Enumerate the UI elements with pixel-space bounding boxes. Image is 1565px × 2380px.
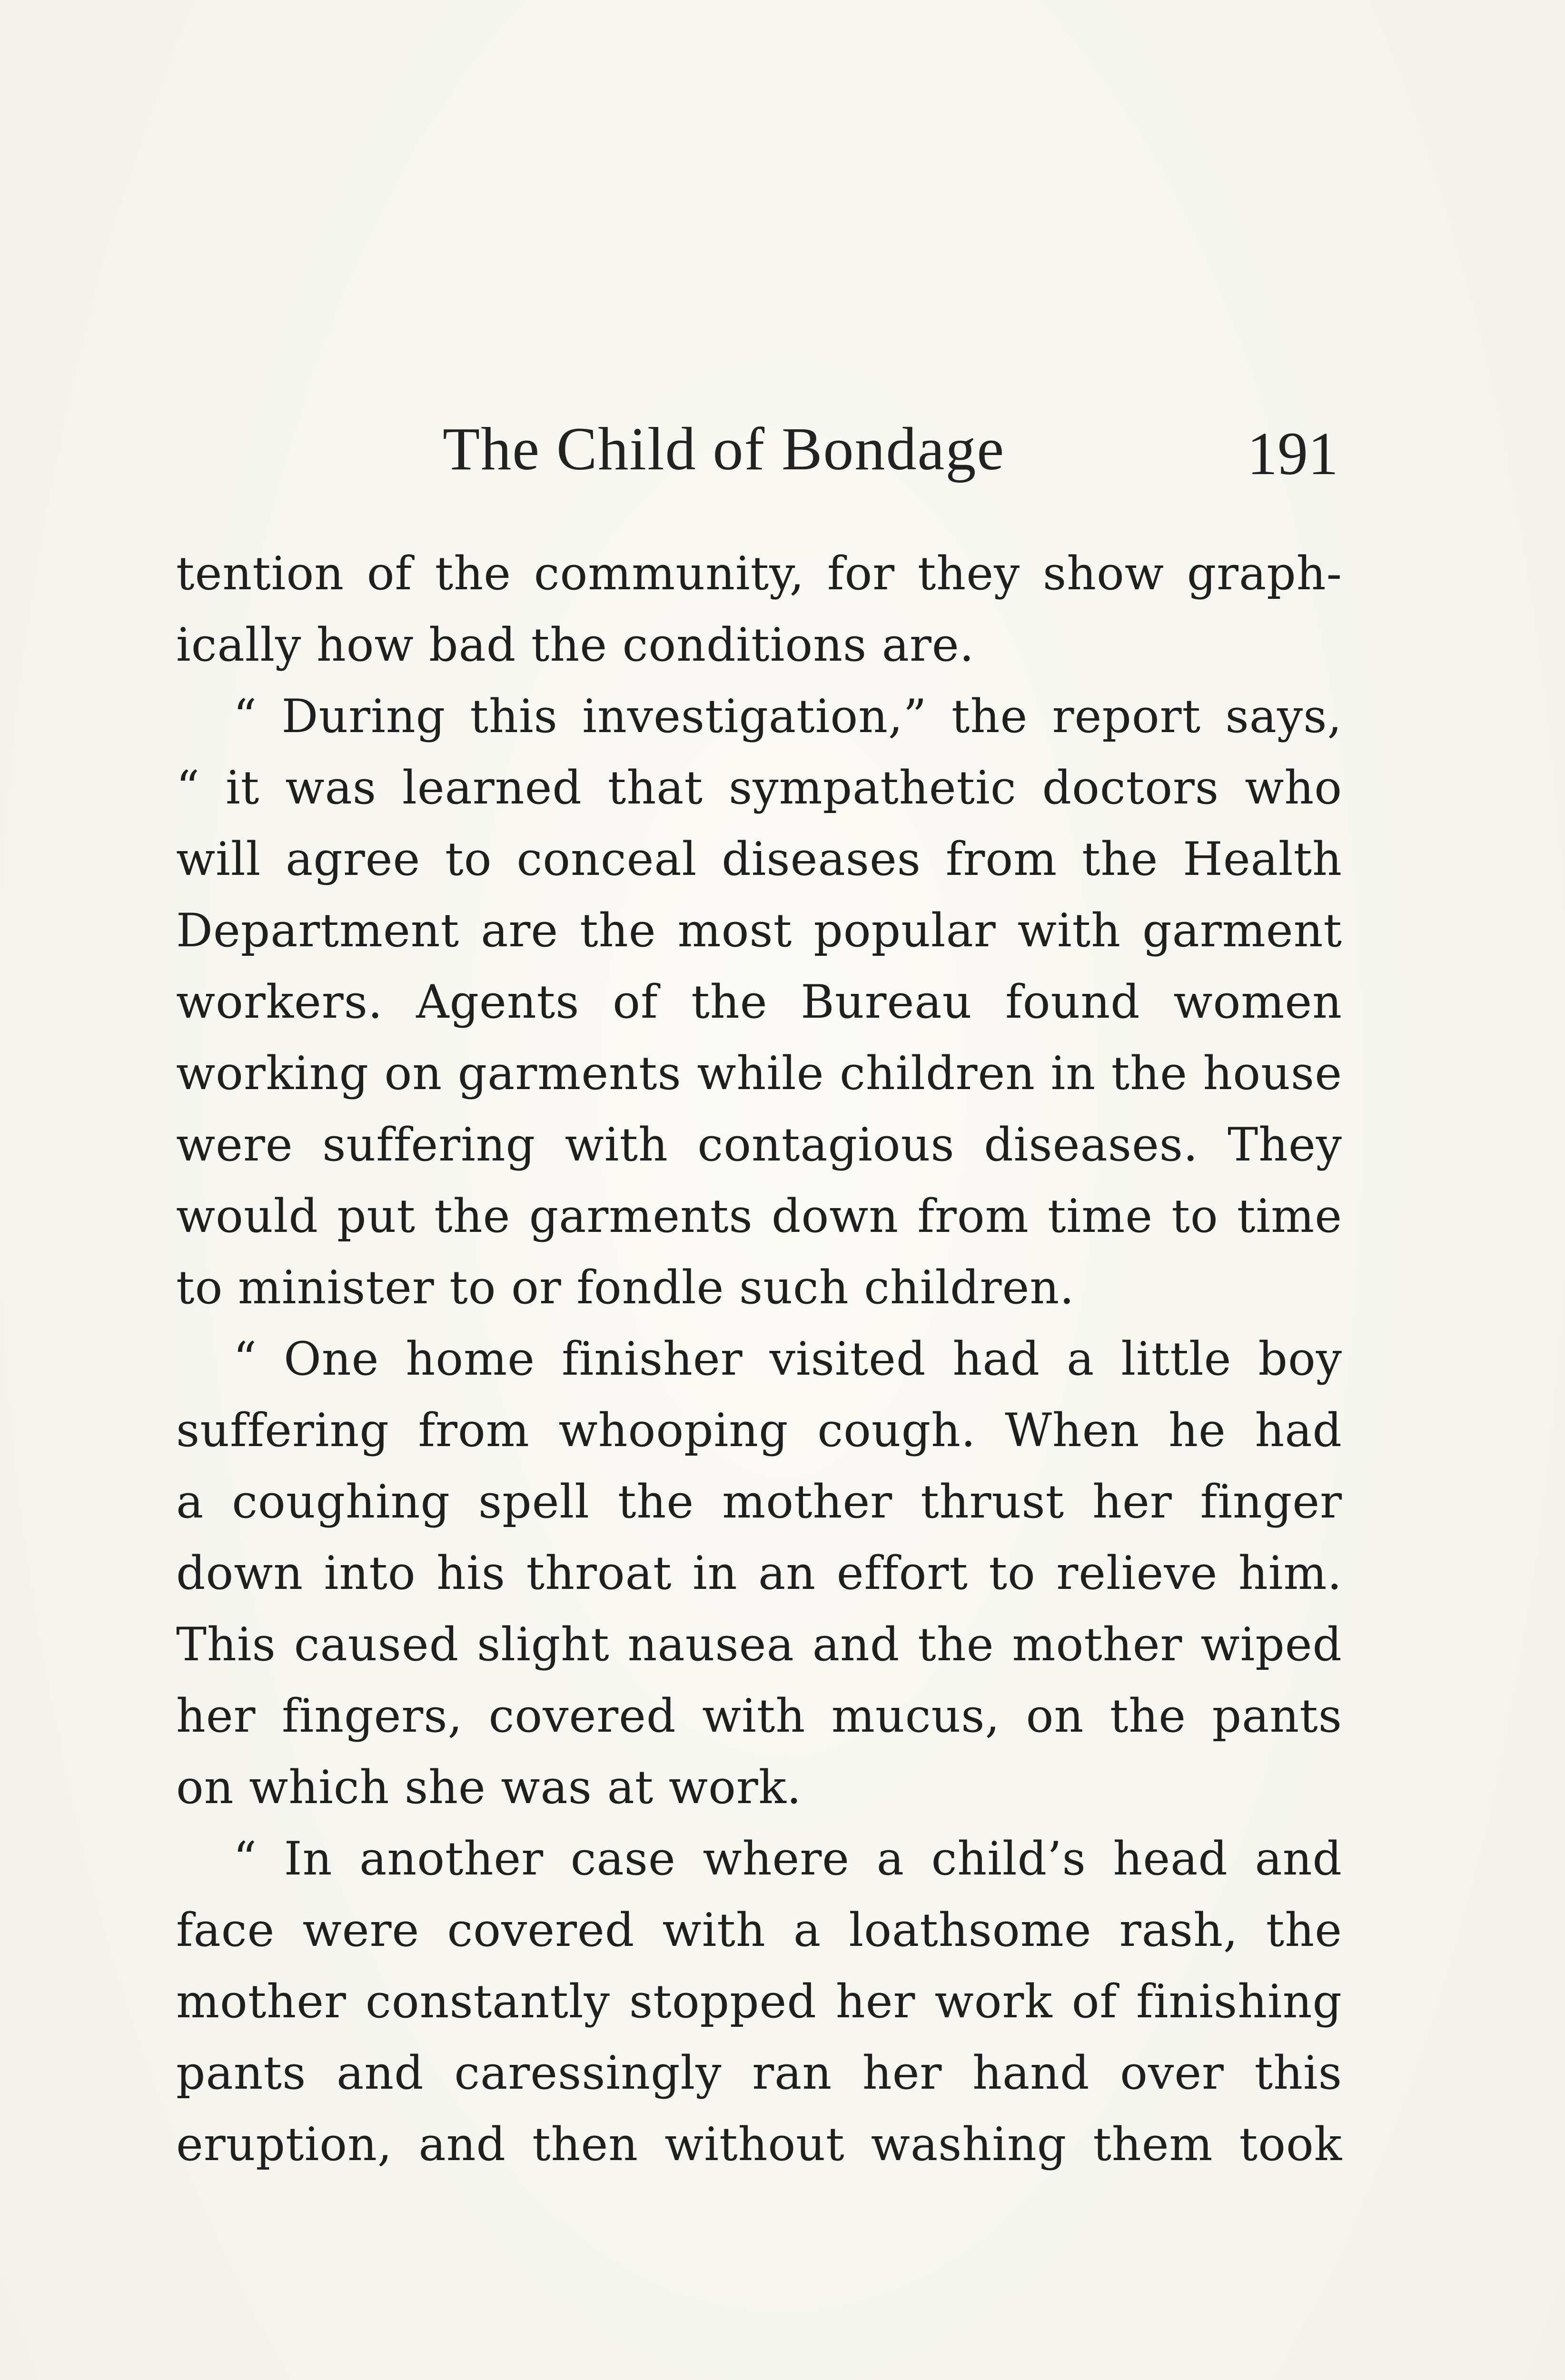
text-line: her fingers, covered with mucus, on the pants: [176, 1689, 1342, 1743]
text-line: were suffering with contagious diseases. They: [176, 1118, 1342, 1171]
text-line: on which she was at work.: [176, 1761, 802, 1814]
text-line: “ One home finisher visited had a little boy: [233, 1332, 1342, 1386]
text-line: “ In another case where a child’s head and: [233, 1832, 1342, 1885]
text-line: “ it was learned that sympathetic doctors who: [176, 761, 1342, 814]
text-line: will agree to conceal diseases from the Health: [176, 833, 1342, 886]
text-line: “ During this investigation,” the report says,: [233, 690, 1342, 743]
page-number: 191: [1247, 420, 1338, 487]
text-line: a coughing spell the mother thrust her finger: [176, 1475, 1342, 1528]
body-text: [176, 538, 1342, 2180]
text-line: pants and caressingly ran her hand over this: [176, 2046, 1342, 2100]
text-line: tention of the community, for they show graph-: [176, 547, 1342, 600]
text-line: workers. Agents of the Bureau found women: [176, 975, 1342, 1029]
text-line: would put the garments down from time to time: [176, 1190, 1342, 1243]
text-line: Department are the most popular with garment: [176, 904, 1342, 957]
running-title: The Child of Bondage: [443, 415, 1005, 483]
text-line: face were covered with a loathsome rash, the: [176, 1904, 1342, 1957]
text-line: working on garments while children in the house: [176, 1047, 1342, 1100]
text-line: This caused slight nausea and the mother wiped: [176, 1618, 1342, 1671]
text-line: ically how bad the conditions are.: [176, 618, 975, 672]
text-line: to minister to or fondle such children.: [176, 1261, 1075, 1314]
text-line: eruption, and then without washing them took: [176, 2118, 1342, 2171]
text-line: mother constantly stopped her work of finishing: [176, 1975, 1342, 2028]
text-line: suffering from whooping cough. When he had: [176, 1404, 1342, 1457]
text-line: down into his throat in an effort to relieve him.: [176, 1547, 1342, 1600]
